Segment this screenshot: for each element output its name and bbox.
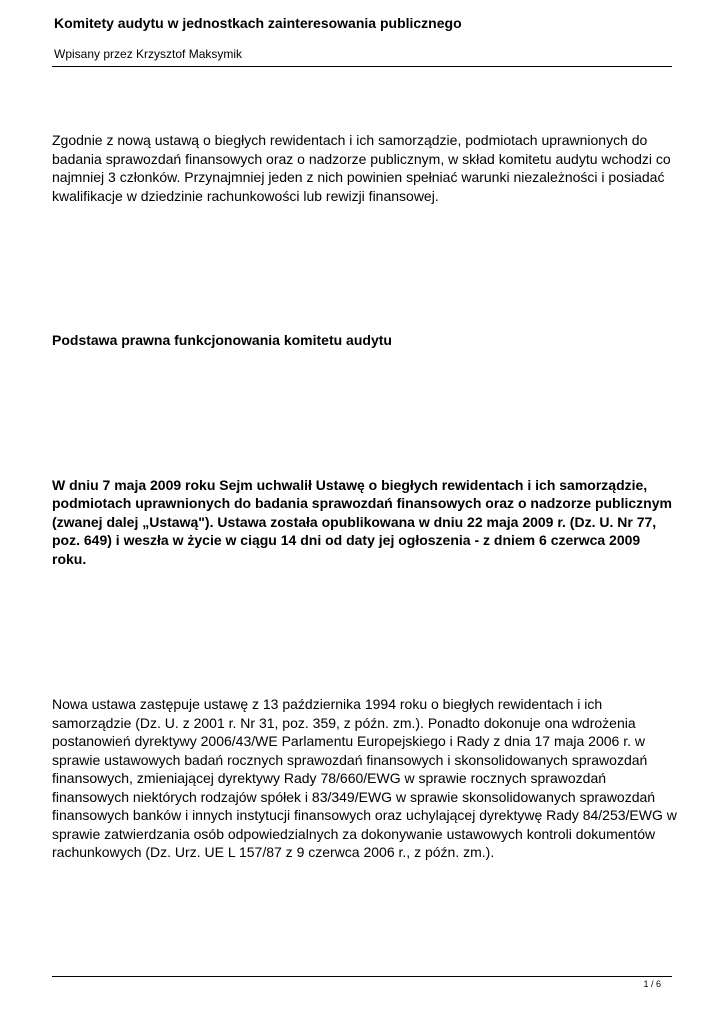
header-divider [52, 66, 672, 67]
page-number: 1 / 6 [643, 979, 661, 989]
section-heading: Podstawa prawna funkcjonowania komitetu audytu [52, 332, 392, 348]
paragraph-legal-basis: W dniu 7 maja 2009 roku Sejm uchwalił Ustawę o biegłych rewidentach i ich samorządzie, podmiotach uprawnionych do badania sprawozdań finansowych oraz o nadzorze publicznym (zwanej dalej „Ustawą"). Ustawa została opublikowana w dniu 22 maja 2009 r. (Dz. U. Nr 77, poz. 649) i weszła w życie w ciągu 14 dni od daty jej ogłoszenia - z dniem 6 czerwca 2009 roku. [52, 477, 672, 567]
paragraph-new-act: Nowa ustawa zastępuje ustawę z 13 października 1994 roku o biegłych rewidentach i ich samorządzie (Dz. U. z 2001 r. Nr 31, poz. 359, z późn. zm.). Ponadto dokonuje ona wdrożenia postanowień dyrektywy 2006/43/WE Parlamentu Europejskiego i Rady z dnia 17 maja 2006 r. w sprawie ustawowych badań rocznych sprawozdań finansowych i skonsolidowanych sprawozdań finansowych, zmieniającej dyrektywy Rady 78/660/EWG w sprawie rocznych sprawozdań finansowych niektórych rodzajów spółek i 83/349/EWG w sprawie skonsolidowanych sprawozdań finansowych banków i innych instytucji finansowych oraz uchylającej dyrektywę Rady 84/253/EWG w sprawie zatwierdzania osób odpowiedzialnych za dokonywanie ustawowych kontroli dokumentów rachunkowych (Dz. Urz. UE L 157/87 z 9 czerwca 2006 r., z późn. zm.). [52, 696, 677, 860]
footer-divider [52, 976, 672, 977]
author-line: Wpisany przez Krzysztof Maksymik [54, 47, 243, 61]
page-title: Komitety audytu w jednostkach zainteresowania publicznego [54, 15, 462, 31]
paragraph-intro: Zgodnie z nową ustawą o biegłych rewidentach i ich samorządzie, podmiotach uprawnionych do badania sprawozdań finansowych oraz o nadzorze publicznym, w skład komitetu audytu wchodzi co najmniej 3 członków. Przynajmniej jeden z nich powinien spełniać warunki niezależności i posiadać kwalifikacje w dziedzinie rachunkowości lub rewizji finansowej. [52, 132, 671, 204]
